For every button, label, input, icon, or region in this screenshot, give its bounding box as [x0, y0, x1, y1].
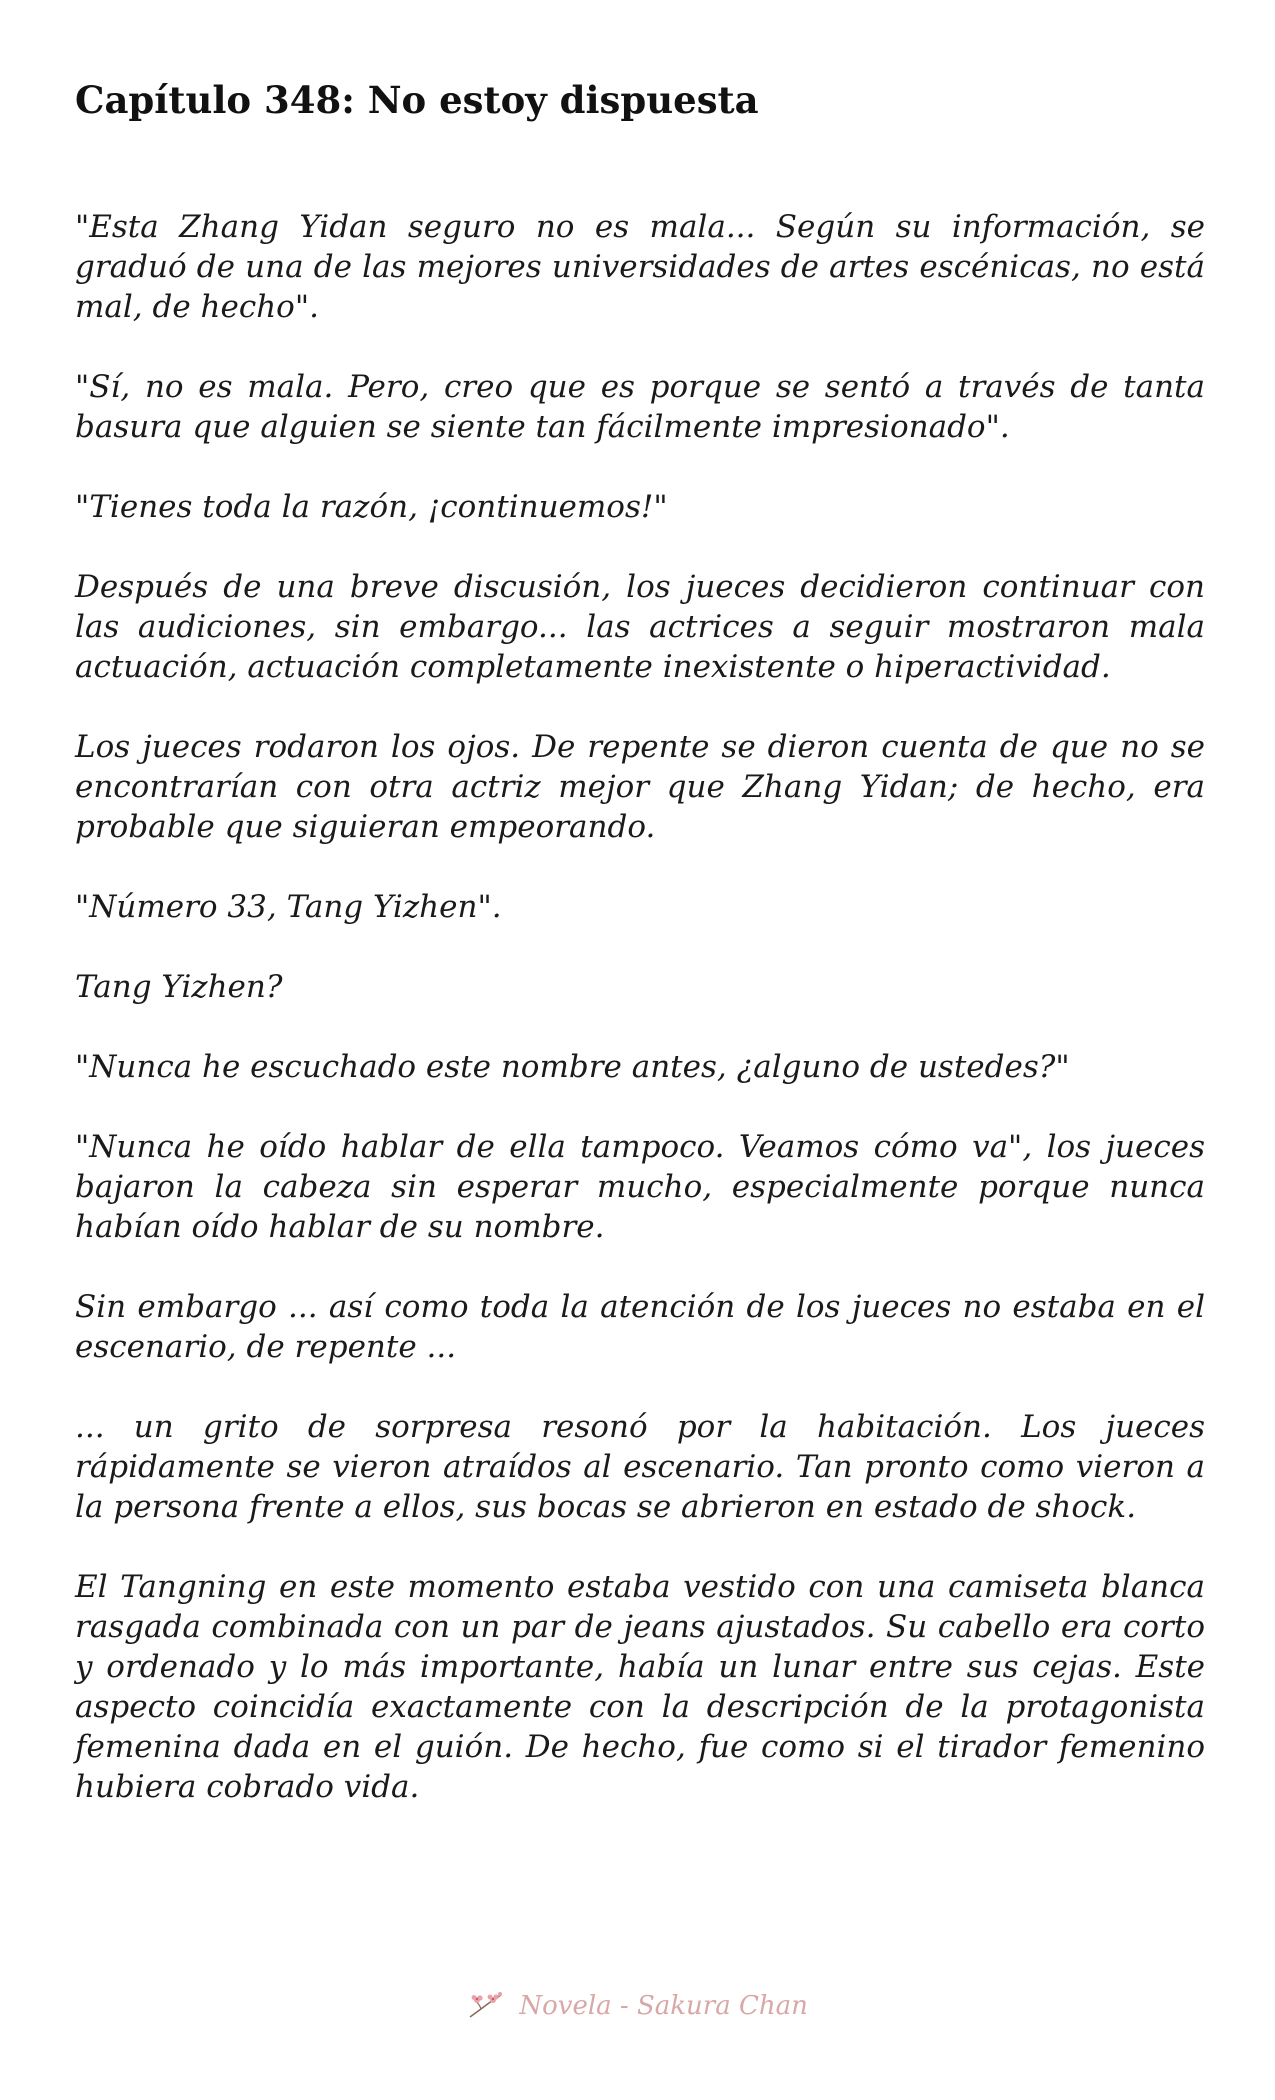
paragraph: "Nunca he oído hablar de ella tampoco. Veamos cómo va", los jueces bajaron la cabeza sin esperar mucho, especialmente porque nunca habían oído hablar de su nombre. [75, 1129, 1205, 1245]
paragraph: "Nunca he escuchado este nombre antes, ¿alguno de ustedes?" [75, 1049, 1070, 1085]
paragraph: Sin embargo ... así como toda la atención de los jueces no estaba en el escenario, de repente ... [75, 1289, 1205, 1365]
paragraph: ... un grito de sorpresa resonó por la habitación. Los jueces rápidamente se vieron atraídos al escenario. Tan pronto como vieron a la persona frente a ellos, sus bocas se abrieron en estado de shock. [75, 1409, 1205, 1525]
paragraph: Los jueces rodaron los ojos. De repente se dieron cuenta de que no se encontrarían con otra actriz mejor que Zhang Yidan; de hecho, era probable que siguieran empeorando. [75, 729, 1205, 845]
cherry-blossom-icon [467, 1991, 505, 2021]
paragraph: "Tienes toda la razón, ¡continuemos!" [75, 489, 668, 525]
paragraph: "Sí, no es mala. Pero, creo que es porque se sentó a través de tanta basura que alguien se siente tan fácilmente impresionado". [75, 369, 1205, 445]
paragraph: Después de una breve discusión, los jueces decidieron continuar con las audiciones, sin embargo... las actrices a seguir mostraron mala actuación, actuación completamente inexistente o hiperactividad. [75, 569, 1205, 685]
watermark-text: Novela - Sakura Chan [519, 1991, 808, 2021]
paragraph: Tang Yizhen? [75, 969, 283, 1005]
chapter-title: Capítulo 348: No estoy dispuesta [75, 78, 759, 122]
paragraph: "Esta Zhang Yidan seguro no es mala... Según su información, se graduó de una de las mejores universidades de artes escénicas, no está mal, de hecho". [75, 209, 1205, 325]
paragraph: El Tangning en este momento estaba vestido con una camiseta blanca rasgada combinada con un par de jeans ajustados. Su cabello era corto y ordenado y lo más importante, había un lunar entre sus cejas. Este aspecto coincidía exactamente con la descripción de la protagonista femenina dada en el guión. De hecho, fue como si el tirador femenino hubiera cobrado vida. [75, 1569, 1205, 1805]
paragraph: "Número 33, Tang Yizhen". [75, 889, 502, 925]
watermark [0, 1990, 1275, 2021]
document-page [75, 70, 1205, 1847]
